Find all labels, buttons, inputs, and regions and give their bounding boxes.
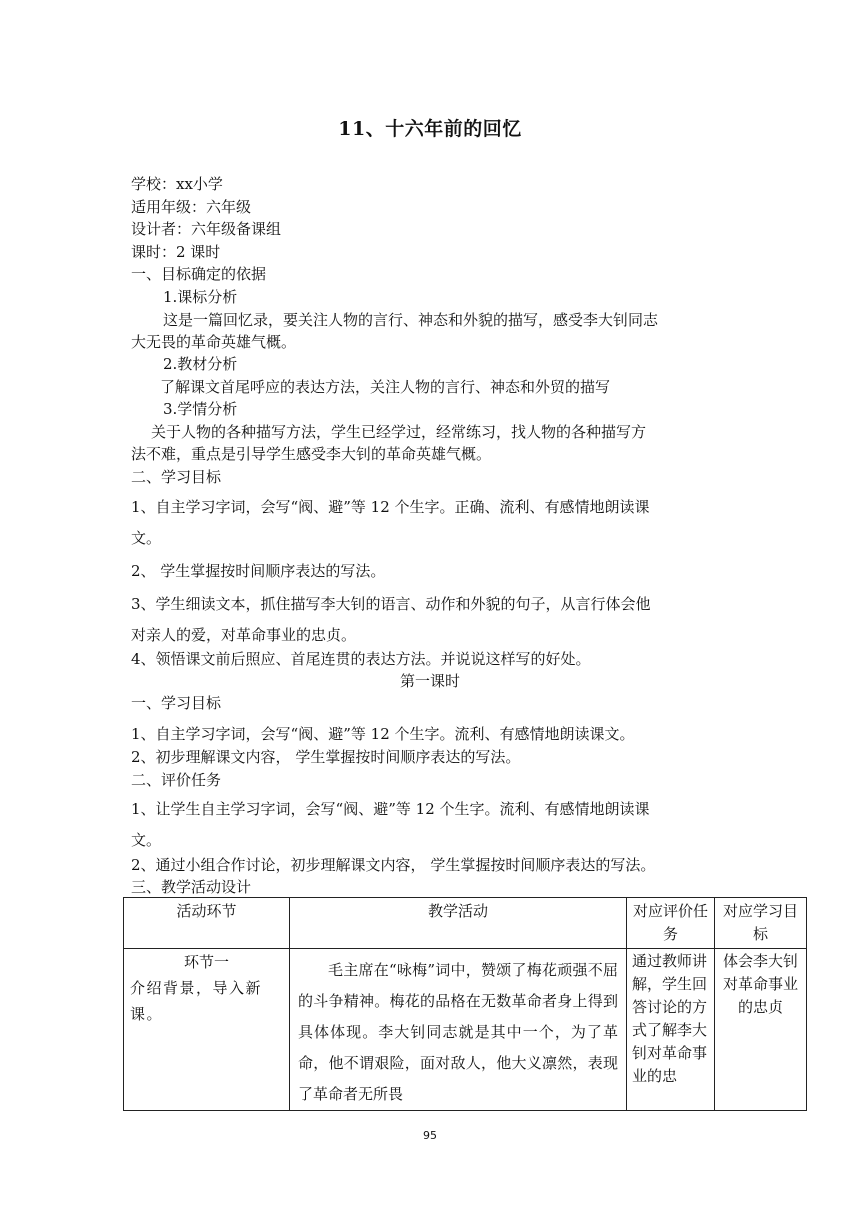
goal-item-3-cont: 对亲人的爱，对革命事业的忠贞。	[131, 626, 357, 644]
curriculum-analysis-text-cont: 大无畏的革命英雄气概。	[131, 333, 297, 351]
goal-item-3: 3、学生细读文本，抓住描写李大钊的语言、动作和外貌的句子，从言行体会他	[131, 595, 651, 613]
lesson1-heading: 第一课时	[399, 672, 460, 690]
page-number: 95	[423, 1129, 437, 1142]
eval-item-1: 1、让学生自主学习字词，会写“阀、避”等 12 个生字。流利、有感情地朗读课	[131, 800, 650, 818]
textbook-analysis-text: 了解课文首尾呼应的表达方法，关注人物的言行、神态和外贸的描写	[160, 378, 611, 396]
page-title: 11、十六年前的回忆	[338, 118, 522, 140]
activity-table	[123, 897, 807, 1111]
design-heading: 三、教学活动设计	[131, 878, 252, 896]
goal-item-1-cont: 文。	[131, 529, 162, 547]
lesson1-goals-heading: 一、学习目标	[131, 694, 222, 712]
eval-heading: 二、评价任务	[131, 771, 222, 789]
header-stage: 活动环节	[124, 898, 290, 949]
curriculum-analysis-text: 这是一篇回忆录，要关注人物的言行、神态和外貌的描写，感受李大钊同志	[163, 311, 659, 329]
grade-line: 适用年级：六年级	[131, 198, 252, 216]
header-activity: 教学活动	[290, 898, 627, 949]
header-evaluation: 对应评价任务	[627, 898, 715, 949]
header-objective: 对应学习目标	[715, 898, 807, 949]
table-row	[124, 949, 807, 1111]
lesson1-goal-1: 1、自主学习字词，会写“阀、避”等 12 个生字。流利、有感情地朗读课文。	[131, 725, 635, 743]
table-header-row	[124, 898, 807, 949]
activity-cell: 毛主席在“咏梅”词中，赞颂了梅花顽强不屈的斗争精神。梅花的品格在无数革命者身上得到具体体现。李大钊同志就是其中一个，为了革命，他不谓艰险，面对敌人，他大义凛然，表现了革命者无所畏	[290, 949, 627, 1111]
goal-item-1: 1、自主学习字词，会写“阀、避”等 12 个生字。正确、流利、有感情地朗读课	[131, 498, 650, 516]
goal-item-2: 2、 学生掌握按时间顺序表达的写法。	[131, 562, 386, 580]
curriculum-analysis-heading: 1.课标分析	[163, 288, 238, 306]
eval-item-1-cont: 文。	[131, 831, 162, 849]
hours-line: 课时：2 课时	[131, 243, 221, 261]
student-analysis-heading: 3.学情分析	[163, 400, 238, 418]
lesson1-goal-2: 2、初步理解课文内容， 学生掌握按时间顺序表达的写法。	[131, 748, 521, 766]
goal-item-4: 4、领悟课文前后照应、首尾连贯的表达方法。并说说这样写的好处。	[131, 650, 591, 668]
stage-cell	[124, 949, 290, 1111]
evaluation-cell: 通过教师讲解，学生回答讨论的方式了解李大钊对革命事业的忠	[627, 949, 715, 1111]
designer-line: 设计者：六年级备课组	[131, 220, 282, 238]
school-line: 学校：xx小学	[131, 175, 223, 193]
textbook-analysis-heading: 2.教材分析	[163, 355, 238, 373]
student-analysis-text-cont: 法不难，重点是引导学生感受李大钊的革命英雄气概。	[131, 445, 492, 463]
stage-description: 介绍背景，导入新课。	[130, 979, 263, 1023]
student-analysis-text: 关于人物的各种描写方法，学生已经学过，经常练习，找人物的各种描写方	[151, 423, 647, 441]
section2-heading: 二、学习目标	[131, 468, 222, 486]
objective-cell: 体会李大钊对革命事业的忠贞	[715, 949, 807, 1111]
eval-item-2: 2、通过小组合作讨论，初步理解课文内容， 学生掌握按时间顺序表达的写法。	[131, 856, 656, 874]
stage-title: 环节一	[183, 953, 229, 971]
section1-heading: 一、目标确定的依据	[131, 265, 267, 283]
